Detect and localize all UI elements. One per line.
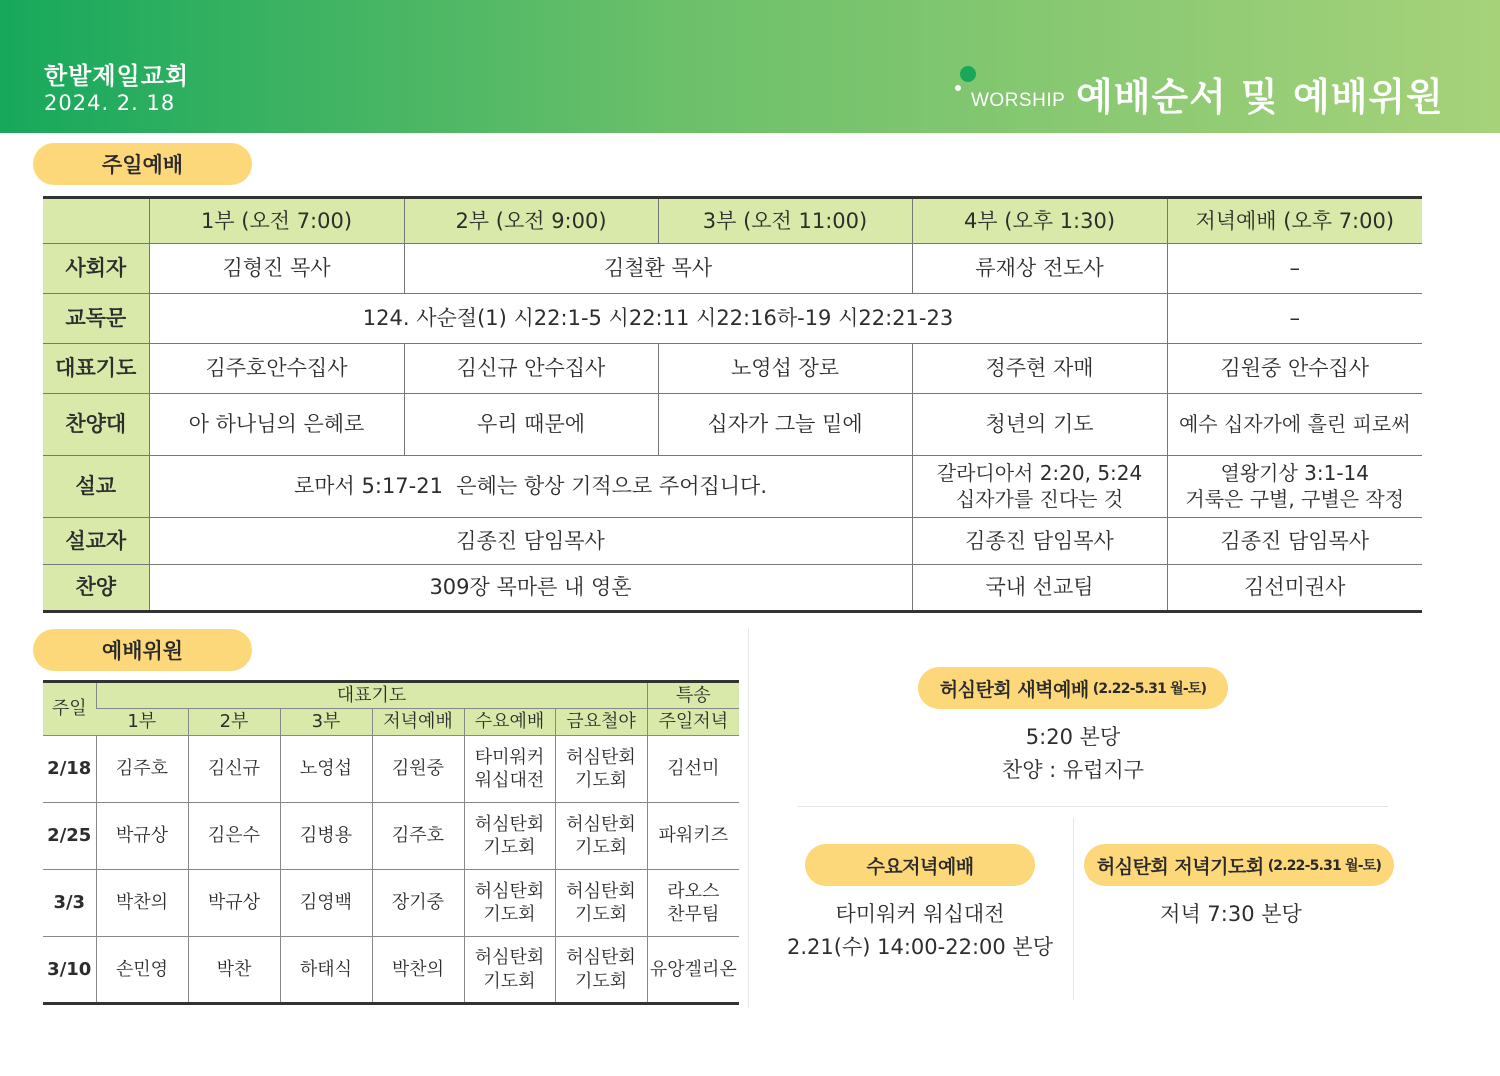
- wednesday-service-label: 수요저녁예배: [866, 855, 974, 878]
- row-label-presider: 사회자: [43, 244, 149, 294]
- prayer-part2: 김신규 안수집사: [404, 344, 658, 394]
- wednesday-service-event: 타미워커 워십대전: [835, 902, 1005, 926]
- cell-friday: [555, 870, 647, 937]
- choir-evening: 예수 십자가에 흘린 피로써: [1167, 394, 1422, 456]
- row-label-prayer: 대표기도: [43, 344, 149, 394]
- row-label-reading: 교독문: [43, 294, 149, 344]
- row-label-hymn: 찬양: [43, 565, 149, 612]
- evening-prayer-badge: [1084, 844, 1394, 886]
- table-header-row: [43, 198, 1422, 244]
- cell-special: [647, 803, 739, 870]
- column-header: 저녁예배 (오후 7:00): [1167, 198, 1422, 244]
- sermon-part1-3: 로마서 5:17-21 은혜는 항상 기적으로 주어집니다.: [149, 456, 912, 518]
- prayer-part3: 노영섭 장로: [658, 344, 912, 394]
- cell-line: 김선미: [667, 758, 720, 780]
- choir-part3: 십자가 그늘 밑에: [658, 394, 912, 456]
- cell-line: 라오스: [667, 880, 720, 902]
- section-label-sunday-service: 주일예배: [33, 143, 252, 185]
- header-part1: 1부: [96, 709, 188, 736]
- choir-part4: 청년의 기도: [912, 394, 1167, 456]
- cell-line: 허심탄회: [474, 947, 545, 969]
- cell-line: 기도회: [574, 970, 628, 992]
- sermon-part4-title: 십자가를 진다는 것: [955, 486, 1124, 511]
- header-part2: 2부: [188, 709, 280, 736]
- table-row: [43, 456, 1422, 518]
- table-row: [43, 294, 1422, 344]
- staff-header-row-top: [43, 682, 739, 709]
- divider: [1073, 818, 1074, 1000]
- table-row: [43, 803, 739, 870]
- dawn-service-label: 허심탄회 새벽예배: [939, 678, 1089, 701]
- wednesday-service-info: [770, 898, 1070, 964]
- green-dot-icon: [960, 66, 976, 82]
- prayer-part1: 김주호안수집사: [149, 344, 404, 394]
- dawn-service-time: 5:20 본당: [1025, 725, 1121, 749]
- prayer-part4: 정주현 자매: [912, 344, 1167, 394]
- sermon-evening-title: 거룩은 구별, 구별은 작정: [1185, 486, 1405, 511]
- cell-line: 기도회: [574, 770, 628, 791]
- cell-line: 허심탄회: [566, 746, 636, 768]
- cell-evening: 장기중: [372, 870, 464, 937]
- reading-part1-4: 124. 사순절(1) 시22:1-5 시22:11 시22:16하-19 시22:21-23: [149, 294, 1167, 344]
- header-part3: 3부: [280, 709, 372, 736]
- cell-evening: 김주호: [372, 803, 464, 870]
- table-row: [43, 937, 739, 1004]
- cell-evening: 박찬의: [372, 937, 464, 1004]
- choir-part1: 아 하나님의 은혜로: [149, 394, 404, 456]
- row-label-sermon: 설교: [43, 456, 149, 518]
- evening-prayer-info: [1084, 898, 1378, 931]
- evening-prayer-label: 허심탄회 저녁기도회: [1096, 855, 1264, 878]
- dawn-service-badge: [918, 667, 1228, 709]
- cell-line: 기도회: [483, 837, 536, 858]
- divider: [748, 628, 749, 1008]
- cell-evening: 김원중: [372, 736, 464, 803]
- cell-special: [647, 870, 739, 937]
- wednesday-service-badge: [805, 844, 1035, 886]
- dawn-service-info: [918, 721, 1228, 787]
- presider-evening: –: [1167, 244, 1422, 294]
- cell-wednesday: [464, 870, 555, 937]
- sermon-evening: [1167, 456, 1422, 518]
- cell-line: 파워키즈: [658, 825, 729, 847]
- row-date: 3/3: [43, 870, 96, 937]
- cell-part1: 박찬의: [96, 870, 188, 937]
- header-banner: [0, 0, 1500, 133]
- presider-part1: 김형진 목사: [149, 244, 404, 294]
- preacher-part4: 김종진 담임목사: [912, 518, 1167, 565]
- cell-line: 허심탄회: [566, 813, 636, 835]
- header-prayer-group: 대표기도: [96, 682, 647, 709]
- table-row: [43, 344, 1422, 394]
- evening-prayer-time: 저녁 7:30 본당: [1160, 902, 1302, 926]
- cell-part3: 김영백: [280, 870, 372, 937]
- table-row: [43, 244, 1422, 294]
- cell-line: 허심탄회: [474, 880, 545, 902]
- table-row: [43, 565, 1422, 612]
- divider: [798, 806, 1388, 807]
- row-date: 2/18: [43, 736, 96, 803]
- section-label-staff: 예배위원: [33, 629, 252, 671]
- staff-table: [43, 680, 739, 1005]
- cell-wednesday: [464, 937, 555, 1004]
- cell-part2: 박찬: [188, 937, 280, 1004]
- cell-part2: 박규상: [188, 870, 280, 937]
- header-special-top: 특송: [647, 682, 739, 709]
- cell-line: 허심탄회: [566, 947, 636, 969]
- preacher-evening: 김종진 담임목사: [1167, 518, 1422, 565]
- table-row: [43, 736, 739, 803]
- cell-part1: 박규상: [96, 803, 188, 870]
- cell-line: 기도회: [483, 970, 536, 992]
- header-wednesday: 수요예배: [464, 709, 555, 736]
- sermon-part4-scripture: 갈라디아서 2:20, 5:24: [936, 460, 1143, 485]
- cell-part3: 노영섭: [280, 736, 372, 803]
- header-special-bottom: 주일저녁: [647, 709, 739, 736]
- header-evening: 저녁예배: [372, 709, 464, 736]
- cell-part2: 김은수: [188, 803, 280, 870]
- cell-friday: [555, 736, 647, 803]
- cell-part2: 김신규: [188, 736, 280, 803]
- preacher-part1-3: 김종진 담임목사: [149, 518, 912, 565]
- column-header: 1부 (오전 7:00): [149, 198, 404, 244]
- cell-part3: 김병용: [280, 803, 372, 870]
- column-header: 3부 (오전 11:00): [658, 198, 912, 244]
- table-row: [43, 518, 1422, 565]
- table-row: [43, 394, 1422, 456]
- cell-special: [647, 736, 739, 803]
- reading-evening: –: [1167, 294, 1422, 344]
- cell-wednesday: [464, 736, 555, 803]
- row-label-preacher: 설교자: [43, 518, 149, 565]
- header-friday: 금요철야: [555, 709, 647, 736]
- column-header: 2부 (오전 9:00): [404, 198, 658, 244]
- cell-part3: 하태식: [280, 937, 372, 1004]
- cell-part1: 김주호: [96, 736, 188, 803]
- choir-part2: 우리 때문에: [404, 394, 658, 456]
- white-dot-icon: [955, 85, 961, 91]
- church-name: 한밭제일교회: [44, 62, 190, 90]
- row-date: 2/25: [43, 803, 96, 870]
- hymn-part1-3: 309장 목마른 내 영혼: [149, 565, 912, 612]
- bulletin-date: 2024. 2. 18: [44, 91, 176, 115]
- corner-cell: [43, 198, 149, 244]
- cell-line: 타미워커: [474, 746, 545, 768]
- cell-line: 기도회: [483, 904, 536, 925]
- page-title: 예배순서 및 예배위원: [1076, 75, 1444, 119]
- cell-line: 찬무팀: [667, 904, 720, 925]
- cell-line: 유앙겔리온: [649, 958, 737, 980]
- worship-label: WORSHIP: [971, 90, 1066, 111]
- cell-line: 워십대전: [474, 770, 545, 791]
- prayer-evening: 김원중 안수집사: [1167, 344, 1422, 394]
- cell-special: [647, 937, 739, 1004]
- evening-prayer-period: (2.22-5.31 월-토): [1267, 858, 1382, 874]
- hymn-evening: 김선미권사: [1167, 565, 1422, 612]
- row-date: 3/10: [43, 937, 96, 1004]
- sermon-evening-scripture: 열왕기상 3:1-14: [1220, 460, 1369, 485]
- presider-part2-3: 김철환 목사: [404, 244, 912, 294]
- cell-friday: [555, 803, 647, 870]
- cell-wednesday: [464, 803, 555, 870]
- table-row: [43, 870, 739, 937]
- dawn-service-period: (2.22-5.31 월-토): [1092, 681, 1207, 697]
- staff-header-row-bottom: [43, 709, 739, 736]
- column-header: 4부 (오후 1:30): [912, 198, 1167, 244]
- row-label-choir: 찬양대: [43, 394, 149, 456]
- header-week: 주일: [43, 682, 96, 736]
- cell-line: 허심탄회: [474, 813, 545, 835]
- cell-line: 기도회: [574, 837, 628, 858]
- presider-part4: 류재상 전도사: [912, 244, 1167, 294]
- dawn-service-worship: 찬양 : 유럽지구: [1001, 758, 1145, 782]
- wednesday-service-time: 2.21(수) 14:00-22:00 본당: [787, 935, 1053, 959]
- cell-line: 허심탄회: [566, 880, 636, 902]
- sermon-part4: [912, 456, 1167, 518]
- cell-part1: 손민영: [96, 937, 188, 1004]
- cell-friday: [555, 937, 647, 1004]
- hymn-part4: 국내 선교팀: [912, 565, 1167, 612]
- cell-line: 기도회: [574, 904, 628, 925]
- sunday-service-table: [43, 196, 1422, 613]
